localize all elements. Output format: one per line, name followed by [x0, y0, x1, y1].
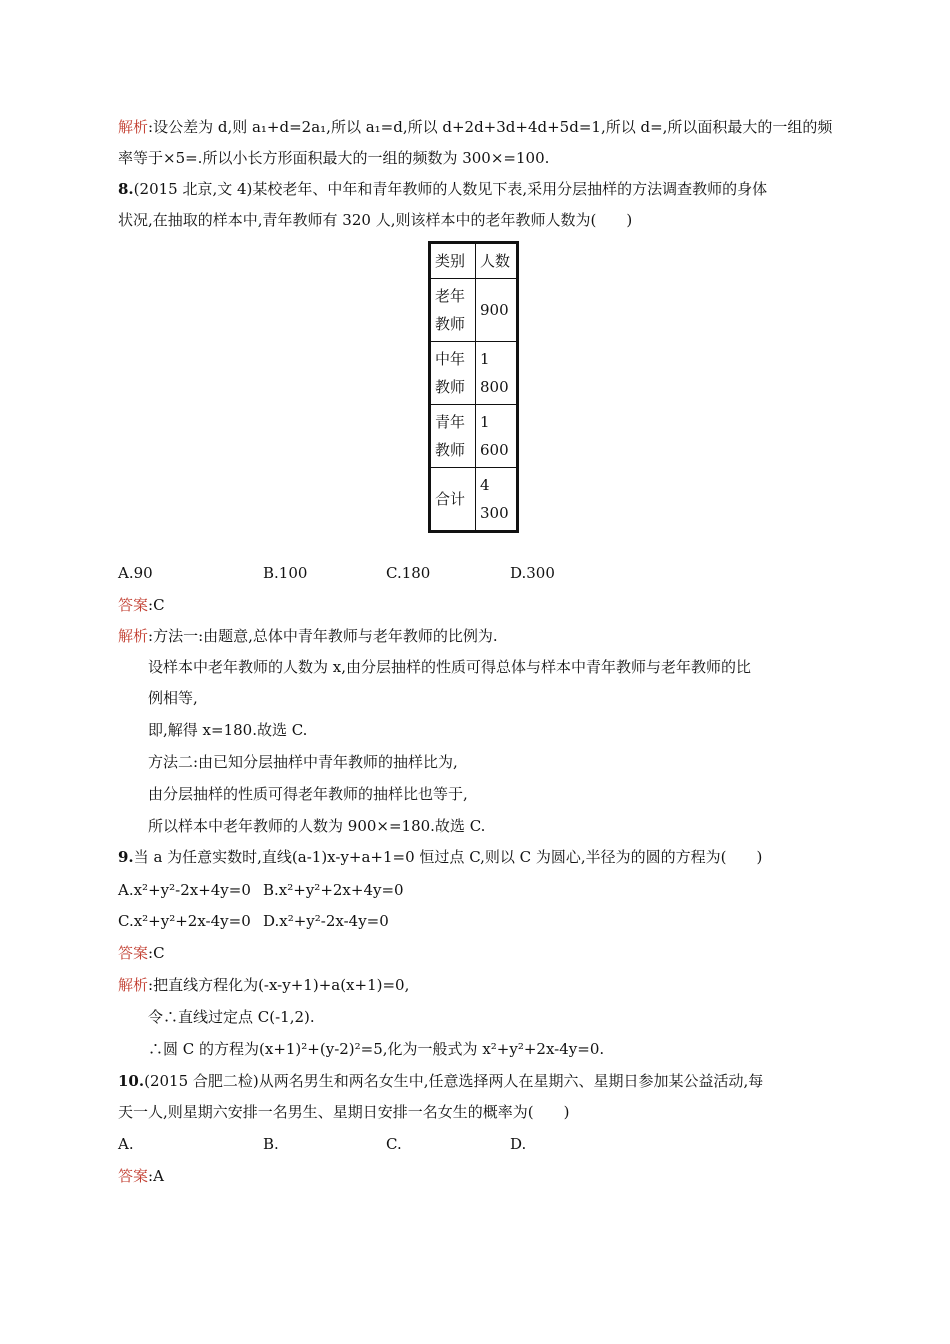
q10-stem-line-1	[118, 1071, 763, 1091]
q7-solution-line-2: 率等于×5=.所以小长方形面积最大的一组的频数为 300×=100.	[118, 149, 550, 167]
answer-label: 答案	[118, 596, 149, 614]
q9-answer	[118, 943, 165, 963]
q9-solution-line-1	[118, 975, 409, 995]
answer-label: 答案	[118, 1167, 149, 1185]
category-cell: 老年 教师	[430, 279, 476, 342]
header-category: 类别	[430, 243, 476, 279]
q10-stem-line-2: 天一人,则星期六安排一名男生、星期日安排一名女生的概率为( )	[118, 1103, 570, 1121]
q8-solution-line-2: 设样本中老年教师的人数为 x,由分层抽样的性质可得总体与样本中青年教师与老年教师的比	[148, 658, 751, 676]
q10-option-d: D.	[510, 1135, 527, 1153]
q8-option-b: B.100	[263, 564, 308, 582]
category-cell: 青年 教师	[430, 405, 476, 468]
q9-stem	[118, 847, 762, 867]
q10-option-a: A.	[118, 1135, 134, 1153]
q8-option-c: C.180	[386, 564, 431, 582]
answer-value: :A	[148, 1167, 164, 1185]
q10-option-c: C.	[386, 1135, 402, 1153]
q9-option-c: C.x²+y²+2x-4y=0	[118, 912, 251, 930]
question-number: 10.	[118, 1072, 145, 1090]
q8-solution-line-1	[118, 626, 498, 646]
count-cell: 900	[476, 279, 518, 342]
q8-solution-line-7: 所以样本中老年教师的人数为 900×=180.故选 C.	[148, 817, 486, 835]
teacher-count-table	[428, 241, 519, 533]
solution-text: :设公差为 d,则 a₁+d=2a₁,所以 a₁=d,所以 d+2d+3d+4d+5d=1,所以 d=,所以面积最大的一组的频	[148, 118, 833, 136]
solution-label: 解析	[118, 627, 149, 645]
table-row	[430, 468, 518, 532]
q7-solution-line-1	[118, 117, 832, 137]
q8-stem-line-1	[118, 179, 767, 199]
q8-answer	[118, 595, 165, 615]
q9-option-a: A.x²+y²-2x+4y=0	[118, 881, 251, 899]
table-header-row	[430, 243, 518, 279]
header-count: 人数	[476, 243, 518, 279]
solution-text: :把直线方程化为(-x-y+1)+a(x+1)=0,	[148, 976, 410, 994]
question-text: (2015 合肥二检)从两名男生和两名女生中,任意选择两人在星期六、星期日参加某公益活动,每	[144, 1072, 764, 1090]
answer-value: :C	[148, 944, 165, 962]
q9-option-d: D.x²+y²-2x-4y=0	[263, 912, 389, 930]
q9-option-b: B.x²+y²+2x+4y=0	[263, 881, 404, 899]
answer-value: :C	[148, 596, 165, 614]
question-text: (2015 北京,文 4)某校老年、中年和青年教师的人数见下表,采用分层抽样的方法调查教师的身体	[133, 180, 768, 198]
q10-answer	[118, 1166, 164, 1186]
q8-solution-line-3: 例相等,	[148, 689, 198, 707]
count-cell: 4 300	[476, 468, 518, 532]
q8-solution-line-6: 由分层抽样的性质可得老年教师的抽样比也等于,	[148, 785, 468, 803]
answer-label: 答案	[118, 944, 149, 962]
question-number: 8.	[118, 180, 134, 198]
solution-label: 解析	[118, 976, 149, 994]
solution-text: :方法一:由题意,总体中青年教师与老年教师的比例为.	[148, 627, 498, 645]
solution-label: 解析	[118, 118, 149, 136]
q8-stem-line-2: 状况,在抽取的样本中,青年教师有 320 人,则该样本中的老年教师人数为( )	[118, 211, 633, 229]
q8-option-d: D.300	[510, 564, 555, 582]
count-cell: 1 800	[476, 342, 518, 405]
table-row	[430, 342, 518, 405]
table-row	[430, 405, 518, 468]
q8-option-a: A.90	[118, 564, 153, 582]
q8-solution-line-5: 方法二:由已知分层抽样中青年教师的抽样比为,	[148, 753, 458, 771]
question-number: 9.	[118, 848, 134, 866]
q10-option-b: B.	[263, 1135, 279, 1153]
table-row	[430, 279, 518, 342]
q9-solution-line-2: 令∴直线过定点 C(-1,2).	[148, 1008, 315, 1026]
category-cell: 合计	[430, 468, 476, 532]
q9-solution-line-3: ∴圆 C 的方程为(x+1)²+(y-2)²=5,化为一般式为 x²+y²+2x-4y=0.	[148, 1040, 605, 1058]
q8-solution-line-4: 即,解得 x=180.故选 C.	[148, 721, 308, 739]
category-cell: 中年 教师	[430, 342, 476, 405]
question-text: 当 a 为任意实数时,直线(a-1)x-y+a+1=0 恒过点 C,则以 C 为圆心,半径为的圆的方程为( )	[133, 848, 763, 866]
count-cell: 1 600	[476, 405, 518, 468]
